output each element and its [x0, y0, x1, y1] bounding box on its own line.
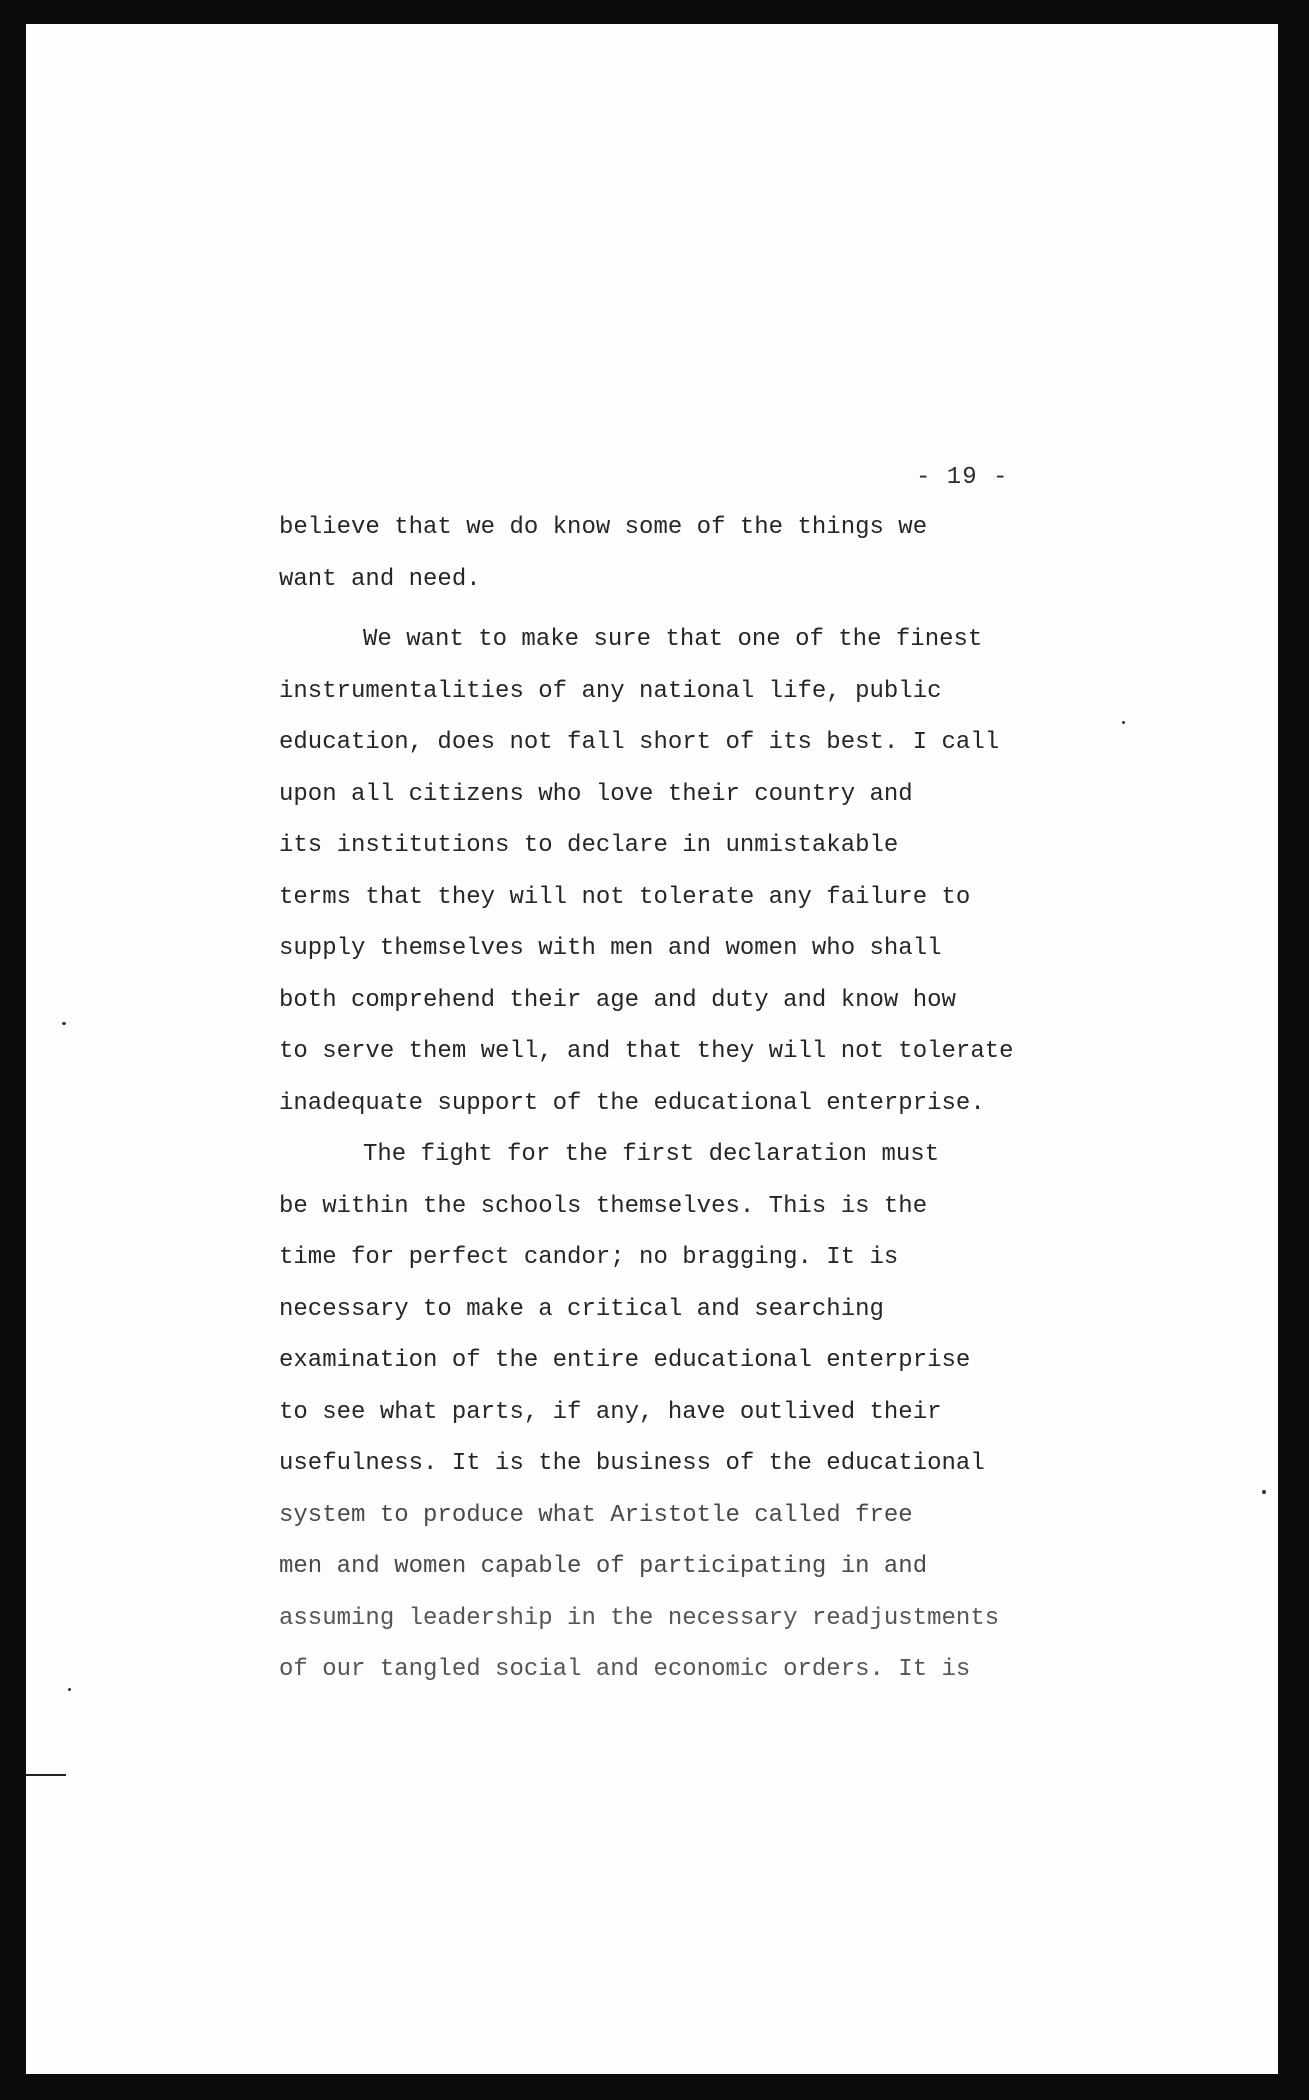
- text-line: believe that we do know some of the things we: [279, 514, 928, 541]
- scan-speck: [1122, 721, 1125, 724]
- text-line: be within the schools themselves. This is the: [279, 1192, 928, 1220]
- text-line: inadequate support of the educational enterprise.: [279, 1089, 985, 1117]
- paragraph-start-line: The fight for the first declaration must: [363, 1141, 940, 1168]
- text-line: its institutions to declare in unmistakable: [279, 832, 899, 859]
- text-line: usefulness. It is the business of the educational: [279, 1450, 985, 1477]
- text-line: education, does not fall short of its best. I call: [279, 729, 1000, 756]
- body-text: [279, 502, 1139, 1696]
- text-line: to see what parts, if any, have outlived their: [279, 1398, 942, 1426]
- text-line: supply themselves with men and women who shall: [279, 935, 942, 962]
- scan-speck: [62, 1022, 66, 1025]
- text-line: to serve them well, and that they will not tolerate: [279, 1038, 1014, 1065]
- text-line: time for perfect candor; no bragging. It is: [279, 1244, 899, 1271]
- text-line: of our tangled social and economic orders. It is: [279, 1656, 971, 1683]
- text-line: both comprehend their age and duty and know how: [279, 986, 956, 1014]
- text-line: want and need.: [279, 565, 481, 593]
- page-number: - 19 -: [916, 464, 1009, 491]
- scan-speck: [68, 1688, 71, 1691]
- document-page: [26, 24, 1278, 2074]
- text-line: terms that they will not tolerate any failure to: [279, 883, 971, 911]
- text-line: men and women capable of participating in and: [279, 1553, 928, 1580]
- text-line: examination of the entire educational enterprise: [279, 1347, 971, 1374]
- text-line: system to produce what Aristotle called free: [279, 1501, 913, 1529]
- scan-edge-mark: [26, 1774, 66, 1776]
- paragraph-start-line: We want to make sure that one of the finest: [363, 626, 983, 653]
- scan-speck: [1262, 1490, 1266, 1494]
- text-line: upon all citizens who love their country and: [279, 780, 913, 808]
- text-line: instrumentalities of any national life, public: [279, 677, 942, 705]
- text-line: assuming leadership in the necessary readjustments: [279, 1604, 1000, 1632]
- text-line: necessary to make a critical and searching: [279, 1295, 884, 1323]
